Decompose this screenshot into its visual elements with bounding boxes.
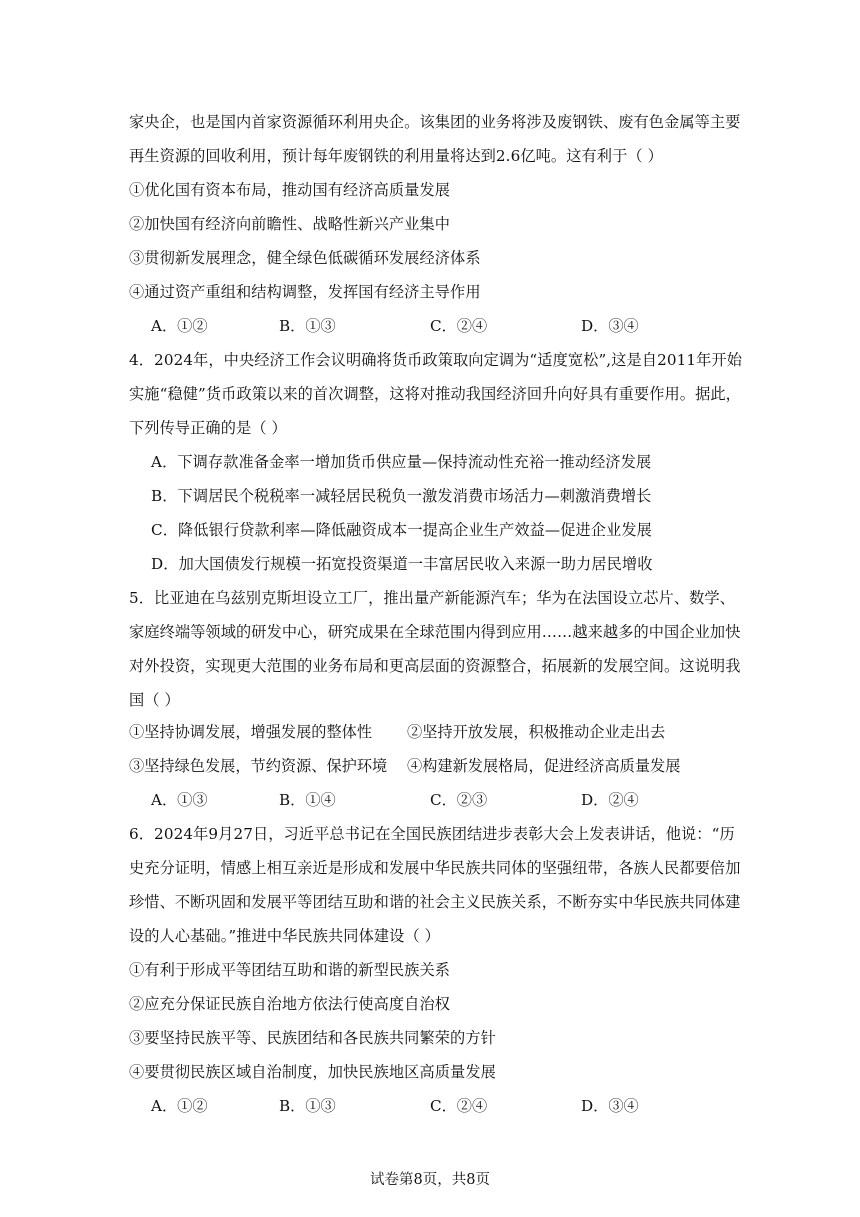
q5-statement-3: ③坚持绿色发展，节约资源、保护环境 bbox=[129, 757, 388, 775]
q5-option-c[interactable]: C．②③ bbox=[430, 791, 488, 809]
q3-option-b[interactable]: B．①③ bbox=[279, 317, 336, 335]
q3-statement-1: ①优化国有资本布局，推动国有经济高质量发展 bbox=[129, 181, 451, 199]
q3-option-c[interactable]: C．②④ bbox=[430, 317, 488, 335]
q5-statement-1: ①坚持协调发展，增强发展的整体性 bbox=[129, 723, 372, 741]
q4-stem-line-1: 4．2024年，中央经济工作会议明确将货币政策取向定调为“适度宽松”,这是自2011年开始 bbox=[129, 351, 743, 369]
q6-option-b[interactable]: B．①③ bbox=[279, 1097, 336, 1115]
q6-stem-line-3: 珍惜、不断巩固和发展平等团结互助和谐的社会主义民族关系，不断夯实中华民族共同体建 bbox=[129, 893, 741, 911]
q5-stem-line-4: 国（ ） bbox=[129, 691, 180, 709]
q6-stem-line-2: 史充分证明，情感上相互亲近是形成和发展中华民族共同体的坚强纽带，各族人民都要倍加 bbox=[129, 859, 741, 877]
q3-option-a[interactable]: A．①② bbox=[151, 317, 208, 335]
q5-statements-row-2 bbox=[129, 755, 749, 777]
q5-statements-row-1 bbox=[129, 721, 749, 743]
q3-statement-2: ②加快国有经济向前瞻性、战略性新兴产业集中 bbox=[129, 215, 451, 233]
q5-stem-line-2: 家庭终端等领域的研发中心，研究成果在全球范围内得到应用……越来越多的中国企业加快 bbox=[129, 623, 741, 641]
q6-stem-line-1: 6．2024年9月27日，习近平总书记在全国民族团结进步表彰大会上发表讲话，他说：“历 bbox=[129, 825, 735, 843]
q3-statement-4: ④通过资产重组和结构调整，发挥国有经济主导作用 bbox=[129, 283, 481, 301]
q6-statement-4: ④要贯彻民族区域自治制度，加快民族地区高质量发展 bbox=[129, 1063, 496, 1081]
q4-stem-line-2: 实施“稳健”货币政策以来的首次调整，这将对推动我国经济回升向好具有重要作用。据此， bbox=[129, 385, 741, 403]
q3-options bbox=[151, 315, 711, 337]
q6-option-d[interactable]: D．③④ bbox=[581, 1097, 639, 1115]
q5-option-b[interactable]: B．①④ bbox=[279, 791, 336, 809]
q5-option-d[interactable]: D．②④ bbox=[581, 791, 639, 809]
q4-choice-d[interactable]: D．加大国债发行规模一拓宽投资渠道一丰富居民收入来源一助力居民增收 bbox=[151, 555, 653, 573]
q5-statement-2: ②坚持开放发展，积极推动企业走出去 bbox=[407, 723, 666, 741]
q6-statement-2: ②应充分保证民族自治地方依法行使高度自治权 bbox=[129, 995, 451, 1013]
q3-statement-3: ③贯彻新发展理念，健全绿色低碳循环发展经济体系 bbox=[129, 249, 481, 267]
q4-choice-a[interactable]: A．下调存款准备金率一增加货币供应量—保持流动性充裕一推动经济发展 bbox=[151, 453, 652, 471]
q5-statement-4: ④构建新发展格局，促进经济高质量发展 bbox=[407, 757, 681, 775]
q6-statement-1: ①有利于形成平等团结互助和谐的新型民族关系 bbox=[129, 961, 451, 979]
q6-options bbox=[151, 1095, 711, 1117]
q3-line-2: 再生资源的回收利用，预计每年废钢铁的利用量将达到2.6亿吨。这有利于（ ） bbox=[129, 147, 663, 165]
q6-option-c[interactable]: C．②④ bbox=[430, 1097, 488, 1115]
q3-option-d[interactable]: D．③④ bbox=[581, 317, 639, 335]
q4-choice-b[interactable]: B．下调居民个税税率一减轻居民税负一激发消费市场活力—刺激消费增长 bbox=[151, 487, 652, 505]
q5-stem-line-1: 5．比亚迪在乌兹别克斯坦设立工厂，推出量产新能源汽车；华为在法国设立芯片、数学、 bbox=[129, 589, 735, 607]
q4-stem-line-3: 下列传导正确的是（ ） bbox=[129, 419, 287, 437]
q4-choice-c[interactable]: C．降低银行贷款利率—降低融资成本一提高企业生产效益—促进企业发展 bbox=[151, 521, 652, 539]
q5-options bbox=[151, 789, 711, 811]
q3-line-1: 家央企，也是国内首家资源循环利用央企。该集团的业务将涉及废钢铁、废有色金属等主要 bbox=[129, 113, 741, 131]
q6-option-a[interactable]: A．①② bbox=[151, 1097, 208, 1115]
q6-stem-line-4: 设的人心基础。”推进中华民族共同体建设（ ） bbox=[129, 927, 440, 945]
q5-option-a[interactable]: A．①③ bbox=[151, 791, 208, 809]
q6-statement-3: ③要坚持民族平等、民族团结和各民族共同繁荣的方针 bbox=[129, 1029, 496, 1047]
page-footer: 试卷第8页，共8页 bbox=[370, 1172, 490, 1188]
q5-stem-line-3: 对外投资，实现更大范围的业务布局和更高层面的资源整合，拓展新的发展空间。这说明我 bbox=[129, 657, 741, 675]
